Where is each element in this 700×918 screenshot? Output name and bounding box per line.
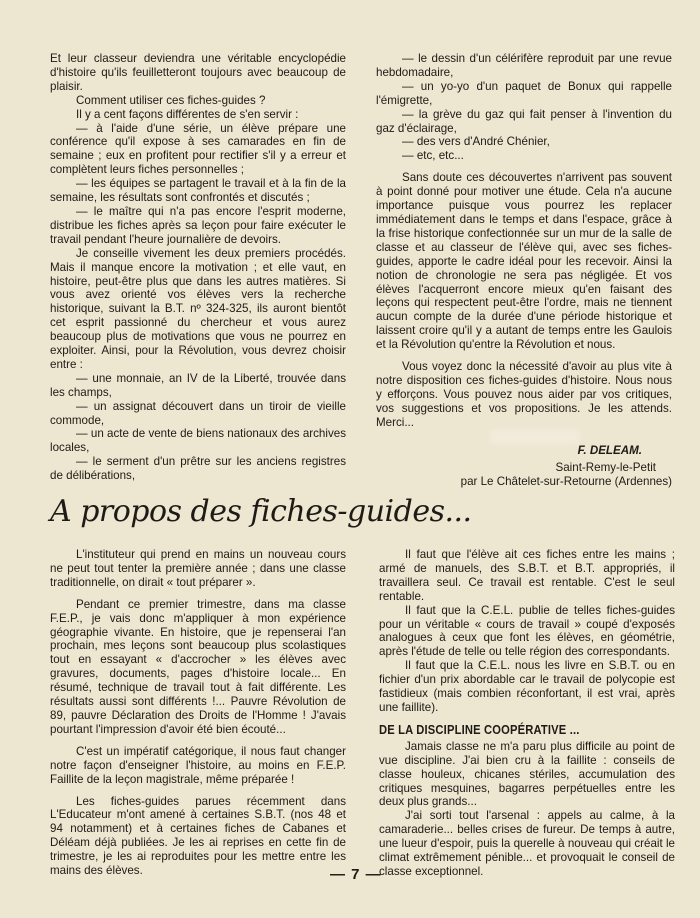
paragraph: Il faut que l'élève ait ces fiches entre les mains ; armé de manuels, des S.B.T. et B.T. appropriés, il travaillera seul. Ce travail est rentable. C'est le seul rentable.: [379, 548, 675, 603]
list-item: — des vers d'André Chénier,: [402, 135, 550, 149]
paragraph: Jamais classe ne m'a paru plus difficile au point de vue discipline. J'ai bien cru à la faillite : conseils de classe houleux, chicanes stériles, accumulation des critiques mesquines, bagarres perpétuelles entre les deux plus grands...: [379, 739, 675, 809]
section-heading: DE LA DISCIPLINE COOPÉRATIVE ...: [379, 721, 580, 737]
paragraph: Comment utiliser ces fiches-guides ?: [76, 93, 266, 107]
paragraph: Je conseille vivement les deux premiers procédés. Mais il manque encore la motivation ; et elle vaut, en histoire, peut-être plus que dans les autres matières. Si vous avez orienté vos élèves vers la recherche historique, suivant la B.T. nº 324-325, ils auront bientôt cet esprit passionné du chercheur et vous aurez beaucoup plus de motivations que vous ne pourrez en exploiter. Ainsi, pour la Révolution, vous devrez choisir entre :: [50, 246, 346, 371]
paragraph: Les fiches-guides parues récemment dans L'Educateur m'ont amené à certaines S.B.T. (nos 48 et 94 notamment) et à certaines fiches de Cabanes et Déléam déjà publiées. Je les ai reprises en cette fin de trimestre, je les ai reproduites pour les mettre entre les mains des élèves.: [50, 794, 346, 878]
paragraph: Sans doute ces découvertes n'arrivent pas souvent à point donné pour motiver une étude. Cela n'a aucune importance puisque vous pourrez les replacer immédiatement dans le temps et dans l'espace, grâce à la frise historique confectionnée sur un mur de la salle de classe et au classeur de l'élève qui, avec ses fiches-guides, apporte le cadre idéal pour les recevoir. Ainsi la notion de chronologie ne sera pas négligée. Et vos élèves l'acquerront encore mieux qu'en faisant des leçons qui respectent peut-être l'ordre, mais ne tiennent aucun compte de la durée d'une période historique et laissent croire qu'il y a autant de temps entre les Gaulois et la Révolution qu'entre la Révolution et nous.: [376, 171, 672, 352]
column-bottom-left: [50, 548, 346, 878]
list-item: — une monnaie, an IV de la Liberté, trouvée dans les champs,: [50, 371, 346, 399]
column-top-left: [50, 52, 346, 483]
list-item: — les équipes se partagent le travail et à la fin de la semaine, les résultats sont confrontés et discutés ;: [50, 177, 346, 205]
signature-place: par Le Châtelet-sur-Retourne (Ardennes): [460, 475, 672, 489]
signature-name: F. DELEAM.: [577, 443, 642, 457]
paragraph: C'est un impératif catégorique, il nous faut changer notre façon d'enseigner l'histoire, au moins en F.E.P. Faillite de la leçon magistrale, même préparée !: [50, 744, 346, 786]
list-item: — le dessin d'un célérifère reproduit par une revue hebdomadaire,: [376, 52, 672, 79]
paragraph: J'ai sorti tout l'arsenal : appels au calme, à la camaraderie... belles crises de fureur. De temps à autre, une lueur d'espoir, puis la querelle à nouveau qui créait le climat extrêmement pénible... et provoquait le conseil de classe exceptionnel.: [379, 809, 675, 878]
list-item: — la grève du gaz qui fait penser à l'invention du gaz d'éclairage,: [376, 107, 672, 135]
paragraph: L'instituteur qui prend en mains un nouveau cours ne peut tout tenter la première année ; dans une classe traditionnelle, on dirait « tout préparer ».: [50, 548, 346, 589]
page-number: — 7 —: [330, 866, 382, 883]
list-item: — etc, etc...: [402, 149, 464, 163]
list-item: — un assignat découvert dans un tiroir de vieille commode,: [50, 399, 346, 427]
list-item: — le serment d'un prêtre sur les anciens registres de délibérations,: [50, 455, 346, 483]
signature-place: Saint-Remy-le-Petit: [555, 461, 656, 475]
list-item: — un yo-yo d'un paquet de Bonux qui rappelle l'émigrette,: [376, 79, 672, 107]
column-top-right: [376, 52, 672, 489]
paragraph: Il faut que la C.E.L. nous les livre en S.B.T. ou en fichier d'un prix abordable car le travail de polycopie est fastidieux (mais combien réconfortant, il est vrai, après une faillite).: [379, 659, 675, 714]
paragraph: Il y a cent façons différentes de s'en servir :: [76, 107, 299, 121]
article-title: A propos des fiches-guides...: [50, 494, 472, 529]
list-item: — à l'aide d'une série, un élève prépare une conférence qu'il expose à ses camarades en fin de semaine ; eux en profitent pour rectifier s'il y a erreur et complètent leurs fiches personnelles ;: [50, 121, 346, 177]
print-smudge: [490, 430, 580, 444]
column-bottom-right: [379, 548, 675, 879]
paragraph: Il faut que la C.E.L. publie de telles fiches-guides pour un véritable « cours de travail » coupé d'exposés analogues à ceux que font les élèves, en géométrie, après l'étude de telle ou telle région des correspondants.: [379, 603, 675, 659]
list-item: — le maître qui n'a pas encore l'esprit moderne, distribue les fiches après sa leçon pour faire exécuter le travail pendant l'heure journalière de devoirs.: [50, 204, 346, 246]
paragraph: Et leur classeur deviendra une véritable encyclopédie d'histoire qu'ils feuilletteront toujours avec beaucoup de plaisir.: [50, 52, 346, 93]
paragraph: Vous voyez donc la nécessité d'avoir au plus vite à notre disposition ces fiches-guides d'histoire. Nous nous y efforçons. Vous pouvez nous aider par vos critiques, vos suggestions et vos propositions. Je les attends. Merci...: [376, 360, 672, 429]
paragraph: Pendant ce premier trimestre, dans ma classe F.E.P., je vais donc m'appliquer à mon expérience géographie vivante. En histoire, que je repenserai l'an prochain, mes leçons sont beaucoup plus scolastiques tout en essayant « d'accrocher » les élèves avec gravures, documents, pages d'histoire locale... En résumé, technique de travail tout à fait différente. Les résultats aussi sont différents !... Pauvre Révolution de 89, pauvre Déclaration des Droits de l'Homme ! J'avais pourtant l'impression d'avoir été bien écouté...: [50, 597, 346, 736]
list-item: — un acte de vente de biens nationaux des archives locales,: [50, 427, 346, 455]
